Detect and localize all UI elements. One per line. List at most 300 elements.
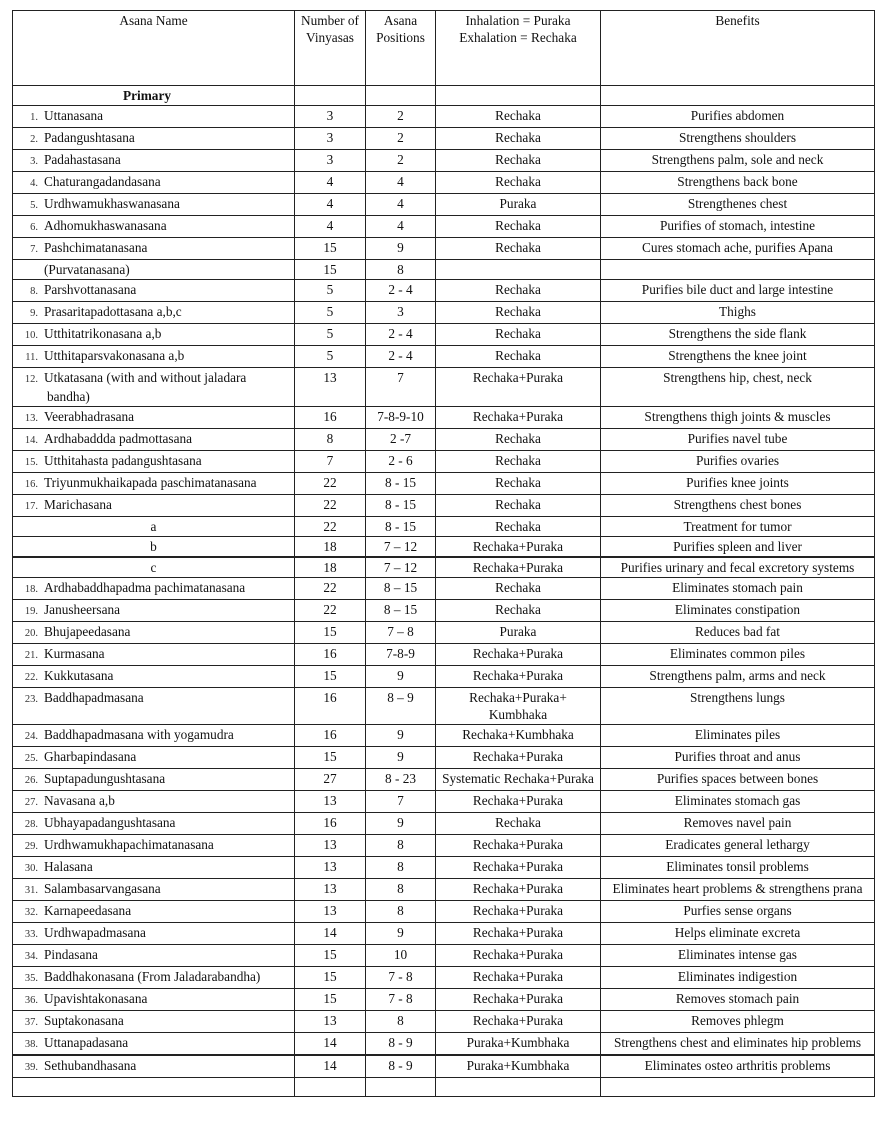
asana-positions-cell: 8 [366, 835, 436, 857]
breathing-cell: Rechaka [436, 324, 601, 346]
asana-name: Urdhwapadmasana [44, 925, 146, 940]
asana-name-wrap [16, 129, 291, 148]
header-breathing-inhalation: Inhalation = Puraka [465, 13, 571, 28]
asana-name: Halasana [44, 859, 93, 874]
asana-name-cell [13, 451, 295, 473]
benefits-cell: Purifies spleen and liver [601, 537, 875, 558]
empty-cell [366, 1078, 436, 1097]
table-row [13, 967, 875, 989]
benefits-cell: Purifies urinary and fecal excretory systems [601, 557, 875, 578]
table-row [13, 106, 875, 128]
breathing-cell: Rechaka [436, 578, 601, 600]
breathing-cell: Puraka+Kumbhaka [436, 1055, 601, 1078]
vinyasa-count-cell: 22 [295, 517, 366, 537]
breathing-cell: Rechaka+Puraka [436, 407, 601, 429]
breathing-cell: Puraka [436, 622, 601, 644]
asana-name: Sethubandhasana [44, 1058, 137, 1073]
asana-name-wrap [16, 261, 291, 278]
benefits-cell: Strengthenes chest [601, 194, 875, 216]
breathing-cell: Rechaka [436, 346, 601, 368]
asana-number: 8. [30, 286, 38, 297]
vinyasa-count-cell: 5 [295, 346, 366, 368]
table-row [13, 495, 875, 517]
asana-positions-cell: 8 – 9 [366, 688, 436, 725]
breathing-cell: Rechaka+Puraka [436, 791, 601, 813]
asana-name: Utkatasana (with and without jaladara bandha) [44, 370, 247, 404]
asana-variant-label: a [150, 519, 157, 534]
asana-name-cell [13, 879, 295, 901]
asana-positions-cell: 2 [366, 128, 436, 150]
asana-name: Kukkutasana [44, 668, 114, 683]
empty-cell [295, 1078, 366, 1097]
asana-name-wrap [16, 858, 291, 877]
asana-name-cell [13, 835, 295, 857]
vinyasa-count-cell: 22 [295, 473, 366, 495]
table-row [13, 578, 875, 600]
benefits-cell: Eliminates stomach gas [601, 791, 875, 813]
asana-positions-cell: 7-8-9 [366, 644, 436, 666]
asana-name-cell [13, 346, 295, 368]
asana-name: Triyunmukhaikapada paschimatanasana [44, 475, 257, 490]
asana-number: 6. [30, 222, 38, 233]
asana-name: Utthitahasta padangushtasana [44, 453, 202, 468]
asana-name-wrap [16, 430, 291, 449]
asana-name-cell [13, 923, 295, 945]
asana-positions-cell: 7 – 12 [366, 557, 436, 578]
asana-positions-cell: 8 [366, 857, 436, 879]
asana-name-wrap [16, 173, 291, 192]
asana-name-wrap [16, 726, 291, 745]
breathing-cell: Rechaka [436, 813, 601, 835]
asana-name: Pashchimatanasana [44, 240, 148, 255]
table-row [13, 346, 875, 368]
table-row [13, 407, 875, 429]
asana-positions-cell: 3 [366, 302, 436, 324]
table-row [13, 791, 875, 813]
benefits-cell [601, 260, 875, 280]
benefits-cell: Thighs [601, 302, 875, 324]
header-row [13, 11, 875, 86]
table-row [13, 451, 875, 473]
asana-number: 16. [24, 479, 38, 490]
benefits-cell: Eliminates indigestion [601, 967, 875, 989]
asana-positions-cell: 10 [366, 945, 436, 967]
table-row [13, 600, 875, 622]
asana-number: 17. [24, 501, 38, 512]
empty-cell [295, 86, 366, 106]
asana-number: 38. [24, 1039, 38, 1050]
asana-name-wrap [16, 369, 291, 405]
breathing-cell: Rechaka [436, 280, 601, 302]
table-row [13, 1055, 875, 1078]
table-row [13, 324, 875, 346]
asana-name-wrap [16, 770, 291, 789]
table-row [13, 879, 875, 901]
table-row [13, 150, 875, 172]
benefits-cell: Removes stomach pain [601, 989, 875, 1011]
breathing-cell: Rechaka+Puraka [436, 537, 601, 558]
asana-positions-cell: 2 -7 [366, 429, 436, 451]
asana-name: Adhomukhaswanasana [44, 218, 167, 233]
asana-number: 21. [24, 650, 38, 661]
asana-positions-cell: 7 – 8 [366, 622, 436, 644]
asana-name: Suptakonasana [44, 1013, 124, 1028]
breathing-cell: Rechaka+Puraka [436, 945, 601, 967]
table-row [13, 644, 875, 666]
asana-positions-cell: 8 - 15 [366, 495, 436, 517]
table-row [13, 901, 875, 923]
asana-name-cell [13, 578, 295, 600]
vinyasa-count-cell: 15 [295, 622, 366, 644]
asana-positions-cell: 4 [366, 216, 436, 238]
vinyasa-count-cell: 16 [295, 644, 366, 666]
asana-variant-label: c [150, 560, 157, 575]
table-row [13, 857, 875, 879]
table-row [13, 666, 875, 688]
vinyasa-count-cell: 13 [295, 1011, 366, 1033]
vinyasa-count-cell: 16 [295, 813, 366, 835]
asana-name-wrap [16, 667, 291, 686]
vinyasa-count-cell: 8 [295, 429, 366, 451]
breathing-cell: Rechaka [436, 238, 601, 260]
asana-name-cell [13, 407, 295, 429]
benefits-cell: Strengthens thigh joints & muscles [601, 407, 875, 429]
asana-positions-cell: 8 [366, 260, 436, 280]
asana-name: Veerabhadrasana [44, 409, 135, 424]
asana-name: Baddhapadmasana [44, 690, 144, 705]
breathing-cell [436, 260, 601, 280]
benefits-cell: Eliminates heart problems & strengthens prana [601, 879, 875, 901]
asana-name-wrap [16, 792, 291, 811]
asana-number: 2. [30, 134, 38, 145]
asana-name: (Purvatanasana) [44, 262, 130, 277]
asana-number: 1. [30, 112, 38, 123]
asana-name-cell [13, 537, 295, 558]
asana-name-wrap [16, 107, 291, 126]
table-row [13, 216, 875, 238]
vinyasa-count-cell: 14 [295, 923, 366, 945]
asana-name-wrap [16, 239, 291, 258]
asana-name: Baddhapadmasana with yogamudra [44, 727, 234, 742]
breathing-cell: Rechaka+Puraka [436, 557, 601, 578]
asana-number: 35. [24, 973, 38, 984]
asana-name-cell [13, 600, 295, 622]
asana-name: Chaturangadandasana [44, 174, 161, 189]
asana-positions-cell: 8 - 9 [366, 1033, 436, 1056]
asana-name-cell [13, 260, 295, 280]
benefits-cell: Treatment for tumor [601, 517, 875, 537]
benefits-cell: Purifies bile duct and large intestine [601, 280, 875, 302]
breathing-cell: Rechaka+Puraka [436, 901, 601, 923]
vinyasa-count-cell: 15 [295, 238, 366, 260]
table-row [13, 368, 875, 407]
asana-name-wrap [16, 452, 291, 471]
asana-name-wrap [16, 623, 291, 642]
asana-name: Parshvottanasana [44, 282, 137, 297]
table-row [13, 835, 875, 857]
asana-name: Suptapadungushtasana [44, 771, 166, 786]
breathing-cell: Rechaka+Puraka [436, 666, 601, 688]
vinyasa-count-cell: 13 [295, 835, 366, 857]
vinyasa-count-cell: 27 [295, 769, 366, 791]
table-row [13, 194, 875, 216]
asana-number: 5. [30, 200, 38, 211]
asana-name-cell [13, 238, 295, 260]
asana-name: Padahastasana [44, 152, 121, 167]
vinyasa-count-cell: 5 [295, 280, 366, 302]
empty-row [13, 1078, 875, 1097]
breathing-cell: Rechaka [436, 150, 601, 172]
asana-name-cell [13, 128, 295, 150]
breathing-cell: Rechaka+Puraka [436, 368, 601, 407]
asana-name: Ardhabaddhapadma pachimatanasana [44, 580, 246, 595]
asana-name: Gharbapindasana [44, 749, 137, 764]
benefits-cell: Strengthens the side flank [601, 324, 875, 346]
breathing-cell: Rechaka [436, 429, 601, 451]
asana-name-wrap [16, 836, 291, 855]
header-breathing-exhalation: Exhalation = Rechaka [459, 30, 577, 45]
vinyasa-count-cell: 22 [295, 578, 366, 600]
asana-name: Baddhakonasana (From Jaladarabandha) [44, 969, 261, 984]
asana-name-wrap [16, 347, 291, 366]
asana-number: 33. [24, 929, 38, 940]
asana-name: Utthitatrikonasana a,b [44, 326, 162, 341]
table-row [13, 172, 875, 194]
table-row [13, 989, 875, 1011]
asana-number: 20. [24, 628, 38, 639]
asana-name-cell [13, 945, 295, 967]
breathing-cell: Rechaka [436, 600, 601, 622]
benefits-cell: Eliminates constipation [601, 600, 875, 622]
asana-name-cell [13, 429, 295, 451]
benefits-cell: Cures stomach ache, purifies Apana [601, 238, 875, 260]
benefits-cell: Eliminates stomach pain [601, 578, 875, 600]
asana-positions-cell: 8 - 23 [366, 769, 436, 791]
asana-name-wrap [16, 281, 291, 300]
vinyasa-count-cell: 22 [295, 600, 366, 622]
asana-positions-cell: 7 – 12 [366, 537, 436, 558]
breathing-cell: Rechaka+Puraka [436, 835, 601, 857]
asana-positions-cell: 9 [366, 813, 436, 835]
asana-number: 7. [30, 244, 38, 255]
asana-name-cell [13, 368, 295, 407]
vinyasa-count-cell: 18 [295, 537, 366, 558]
vinyasa-count-cell: 13 [295, 879, 366, 901]
asana-number: 19. [24, 606, 38, 617]
empty-cell [601, 86, 875, 106]
table-row [13, 128, 875, 150]
breathing-cell: Rechaka+Puraka [436, 989, 601, 1011]
asana-name-wrap [16, 151, 291, 170]
benefits-cell: Strengthens shoulders [601, 128, 875, 150]
asana-positions-cell: 7-8-9-10 [366, 407, 436, 429]
asana-number: 30. [24, 863, 38, 874]
vinyasa-count-cell: 18 [295, 557, 366, 578]
table-row [13, 945, 875, 967]
table-row [13, 622, 875, 644]
asana-number: 23. [24, 694, 38, 705]
asana-name-wrap [16, 601, 291, 620]
benefits-cell: Eradicates general lethargy [601, 835, 875, 857]
table-row [13, 429, 875, 451]
table-row [13, 769, 875, 791]
asana-number: 12. [24, 374, 38, 385]
vinyasa-count-cell: 16 [295, 725, 366, 747]
asana-name-wrap [16, 579, 291, 598]
asana-number: 13. [24, 413, 38, 424]
breathing-cell: Rechaka+Puraka [436, 879, 601, 901]
benefits-cell: Strengthens hip, chest, neck [601, 368, 875, 407]
asana-number: 29. [24, 841, 38, 852]
asana-positions-cell: 8 - 9 [366, 1055, 436, 1078]
asana-name-cell [13, 324, 295, 346]
asana-number: 36. [24, 995, 38, 1006]
asana-number: 27. [24, 797, 38, 808]
asana-name-wrap [16, 325, 291, 344]
vinyasa-count-cell: 13 [295, 857, 366, 879]
breathing-cell: Rechaka+Puraka [436, 644, 601, 666]
vinyasa-count-cell: 5 [295, 302, 366, 324]
asana-name: Janusheersana [44, 602, 121, 617]
asana-name-cell [13, 302, 295, 324]
asana-positions-cell: 8 [366, 1011, 436, 1033]
benefits-cell: Purifies ovaries [601, 451, 875, 473]
asana-name-cell [13, 901, 295, 923]
asana-name-cell [13, 989, 295, 1011]
asana-name-wrap [16, 924, 291, 943]
table-row [13, 537, 875, 558]
asana-positions-cell: 9 [366, 747, 436, 769]
asana-name-wrap [16, 195, 291, 214]
breathing-cell: Rechaka [436, 517, 601, 537]
breathing-cell: Rechaka [436, 451, 601, 473]
asana-number: 18. [24, 584, 38, 595]
asana-name: Urdhwamukhapachimatanasana [44, 837, 214, 852]
breathing-cell: Puraka+Kumbhaka [436, 1033, 601, 1056]
vinyasa-count-cell: 15 [295, 945, 366, 967]
asana-positions-cell: 7 - 8 [366, 967, 436, 989]
breathing-cell: Rechaka [436, 495, 601, 517]
table-row [13, 725, 875, 747]
asana-table [12, 10, 875, 1097]
asana-positions-cell: 9 [366, 923, 436, 945]
breathing-cell: Puraka [436, 194, 601, 216]
empty-cell [366, 86, 436, 106]
asana-number: 15. [24, 457, 38, 468]
asana-positions-cell: 2 [366, 106, 436, 128]
asana-name-cell [13, 172, 295, 194]
table-row [13, 260, 875, 280]
benefits-cell: Strengthens palm, sole and neck [601, 150, 875, 172]
benefits-cell: Strengthens chest and eliminates hip problems [601, 1033, 875, 1056]
benefits-cell: Purifies navel tube [601, 429, 875, 451]
benefits-cell: Strengthens lungs [601, 688, 875, 725]
table-row [13, 238, 875, 260]
asana-name-wrap [16, 496, 291, 515]
breathing-cell: Rechaka+Puraka [436, 857, 601, 879]
breathing-cell: Rechaka+Kumbhaka [436, 725, 601, 747]
breathing-cell: Rechaka+Puraka [436, 1011, 601, 1033]
asana-positions-cell: 2 - 4 [366, 346, 436, 368]
header-benefits: Benefits [601, 11, 875, 86]
header-asana-name: Asana Name [13, 11, 295, 86]
asana-number: 9. [30, 308, 38, 319]
asana-name-wrap [16, 902, 291, 921]
asana-number: 22. [24, 672, 38, 683]
asana-name: Marichasana [44, 497, 112, 512]
asana-positions-cell: 9 [366, 238, 436, 260]
vinyasa-count-cell: 15 [295, 967, 366, 989]
breathing-cell: Rechaka+Puraka [436, 967, 601, 989]
vinyasa-count-cell: 3 [295, 150, 366, 172]
asana-name-cell [13, 967, 295, 989]
breathing-cell: Rechaka+Puraka [436, 923, 601, 945]
table-row [13, 280, 875, 302]
benefits-cell: Helps eliminate excreta [601, 923, 875, 945]
table-row [13, 1033, 875, 1056]
table-row [13, 517, 875, 537]
table-row [13, 302, 875, 324]
benefits-cell: Reduces bad fat [601, 622, 875, 644]
breathing-cell: Rechaka [436, 302, 601, 324]
benefits-cell: Eliminates tonsil problems [601, 857, 875, 879]
asana-name: Prasaritapadottasana a,b,c [44, 304, 182, 319]
benefits-cell: Eliminates common piles [601, 644, 875, 666]
vinyasa-count-cell: 13 [295, 368, 366, 407]
vinyasa-count-cell: 4 [295, 194, 366, 216]
asana-name: Salambasarvangasana [44, 881, 161, 896]
benefits-cell: Removes navel pain [601, 813, 875, 835]
header-breathing [436, 11, 601, 86]
asana-name-wrap [16, 408, 291, 427]
vinyasa-count-cell: 16 [295, 688, 366, 725]
asana-positions-cell: 4 [366, 194, 436, 216]
asana-name-wrap [16, 645, 291, 664]
asana-name: Utthitaparsvakonasana a,b [44, 348, 185, 363]
breathing-cell: Systematic Rechaka+Puraka [436, 769, 601, 791]
breathing-cell: Rechaka [436, 106, 601, 128]
asana-positions-cell: 2 [366, 150, 436, 172]
asana-positions-cell: 2 - 6 [366, 451, 436, 473]
benefits-cell: Strengthens the knee joint [601, 346, 875, 368]
asana-name-cell [13, 725, 295, 747]
section-title: Primary [13, 86, 295, 106]
asana-positions-cell: 9 [366, 725, 436, 747]
table-row [13, 813, 875, 835]
asana-number: 39. [24, 1062, 38, 1073]
asana-name-wrap [16, 689, 291, 708]
benefits-cell: Eliminates intense gas [601, 945, 875, 967]
benefits-cell: Strengthens back bone [601, 172, 875, 194]
table-row [13, 747, 875, 769]
asana-name-wrap [16, 217, 291, 236]
asana-name-cell [13, 666, 295, 688]
asana-name-wrap [16, 303, 291, 322]
benefits-cell: Purifies of stomach, intestine [601, 216, 875, 238]
asana-name-cell [13, 106, 295, 128]
asana-name-cell [13, 644, 295, 666]
asana-name-wrap [16, 748, 291, 767]
asana-number: 25. [24, 753, 38, 764]
vinyasa-count-cell: 4 [295, 172, 366, 194]
vinyasa-count-cell: 15 [295, 747, 366, 769]
vinyasa-count-cell: 14 [295, 1033, 366, 1056]
asana-name: Kurmasana [44, 646, 105, 661]
asana-number: 31. [24, 885, 38, 896]
empty-cell [436, 1078, 601, 1097]
asana-name: Karnapeedasana [44, 903, 132, 918]
breathing-cell: Rechaka [436, 172, 601, 194]
